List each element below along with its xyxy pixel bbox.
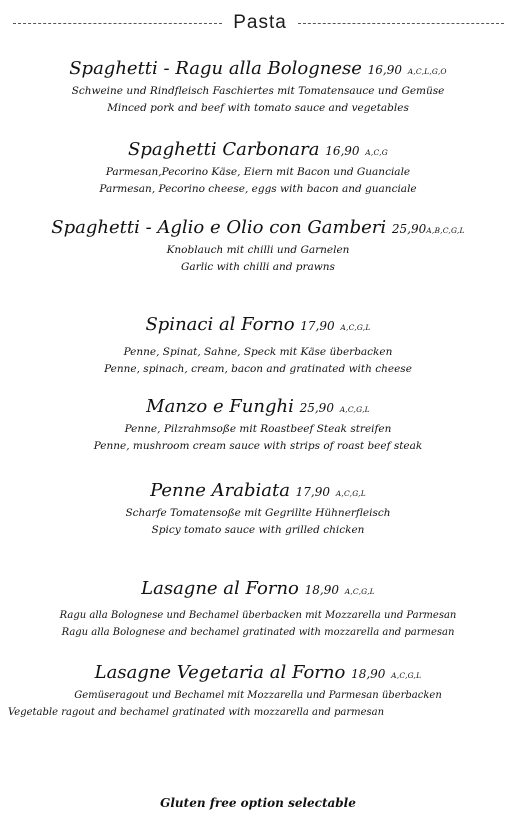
menu-item-name: Manzo e Funghi [146, 396, 294, 417]
menu-item-price: 18,90 [304, 583, 339, 597]
menu-item-heading [0, 58, 516, 83]
menu-item-description-en: Spicy tomato sauce with grilled chicken [151, 524, 365, 536]
menu-item-heading [0, 480, 516, 505]
dashed-rule-left [13, 23, 222, 24]
menu-item-price: 25,90 [299, 401, 334, 415]
menu-item-price: 16,90 [367, 63, 402, 77]
menu-item [0, 139, 516, 198]
section-header [0, 12, 516, 36]
menu-item-name: Spinaci al Forno [145, 314, 295, 335]
menu-item [0, 314, 516, 378]
menu-item-description-de: Scharfe Tomatensoße mit Gegrillte Hühnerfleisch [125, 507, 391, 519]
menu-item-description-en: Ragu alla Bolognese and bechamel gratinated with mozzarella and parmesan [61, 627, 455, 638]
menu-item-heading [0, 578, 516, 603]
menu-item-allergens: A,C,G,L [344, 587, 375, 596]
menu-item-description-de: Schweine und Rindfleisch Faschiertes mit Tomatensauce und Gemüse [71, 85, 445, 97]
menu-item [0, 396, 516, 455]
footer-note: Gluten free option selectable [160, 796, 356, 810]
menu-item-price: 25,90 [391, 222, 427, 236]
menu-item-description-de: Ragu alla Bolognese und Bechamel überbacken mit Mozzarella und Parmesan [59, 610, 457, 621]
dashed-rule-right [298, 23, 504, 24]
menu-item-price: 18,90 [351, 667, 386, 681]
menu-item-name: Spaghetti - Ragu alla Bolognese [69, 58, 362, 79]
menu-item-price: 17,90 [300, 319, 335, 333]
menu-item-heading [0, 139, 516, 164]
menu-item-allergens: A,B,C,G,L [426, 226, 465, 235]
menu-item-description-en: Penne, mushroom cream sauce with strips of roast beef steak [93, 440, 423, 452]
menu-item-name: Spaghetti - Aglio e Olio con Gamberi [51, 217, 387, 238]
menu-item-description-en: Garlic with chilli and prawns [181, 261, 335, 273]
menu-item [0, 662, 516, 721]
menu-item-allergens: A,C,G,L [339, 405, 370, 414]
menu-item-description-de: Knoblauch mit chilli und Garnelen [166, 244, 350, 256]
menu-item-description-de: Penne, Pilzrahmsoße mit Roastbeef Steak streifen [124, 423, 392, 435]
menu-item-description-en: Vegetable ragout and bechamel gratinated with mozzarella and parmesan [8, 707, 385, 718]
menu-item-name: Lasagne Vegetaria al Forno [94, 662, 346, 683]
menu-item-description-en: Parmesan, Pecorino cheese, eggs with bacon and guanciale [99, 183, 417, 195]
menu-item-allergens: A,C,G,L [340, 323, 371, 332]
menu-item [0, 578, 516, 641]
section-title: Pasta [233, 12, 287, 33]
menu-item-allergens: A,C,G [365, 148, 388, 157]
menu-item-price: 16,90 [325, 144, 360, 158]
menu-item-heading [0, 396, 516, 421]
menu-item-name: Spaghetti Carbonara [128, 139, 320, 160]
menu-item-heading [0, 217, 516, 242]
menu-item-allergens: A,C,L,G,O [407, 67, 447, 76]
menu-item-name: Penne Arabiata [150, 480, 290, 501]
menu-item-description-en: Penne, spinach, cream, bacon and gratinated with cheese [104, 363, 412, 375]
menu-item-price: 17,90 [295, 485, 331, 499]
menu-item-description-de: Penne, Spinat, Sahne, Speck mit Käse überbacken [123, 346, 393, 358]
menu-item [0, 480, 516, 539]
menu-item-heading [0, 662, 516, 687]
menu-item-allergens: A,C,G,L [391, 671, 422, 680]
menu-item-description-en: Minced pork and beef with tomato sauce and vegetables [107, 102, 409, 114]
menu-item-name: Lasagne al Forno [141, 578, 299, 599]
menu-item-description-de: Gemüseragout und Bechamel mit Mozzarella und Parmesan überbacken [74, 690, 442, 701]
menu-item [0, 217, 516, 276]
menu-item-heading [0, 314, 516, 339]
menu-item [0, 58, 516, 117]
menu-item-allergens: A,C,G,L [335, 489, 366, 498]
menu-item-description-de: Parmesan,Pecorino Käse, Eiern mit Bacon und Guanciale [105, 166, 411, 178]
